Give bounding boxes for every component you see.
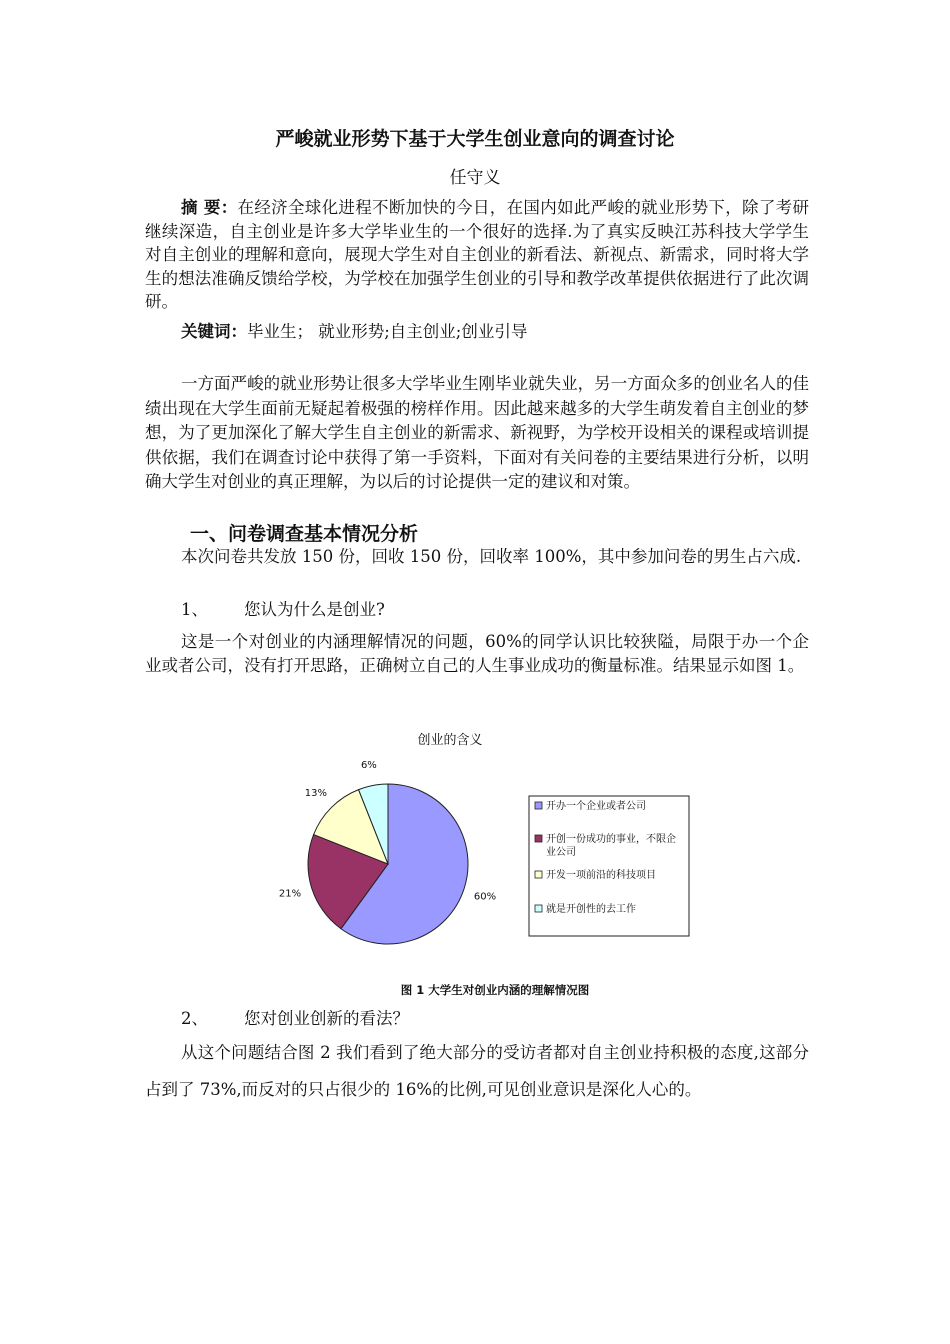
- pie-slices: [308, 784, 468, 944]
- legend-label-4: 就是开创性的去工作: [546, 904, 636, 915]
- legend-swatch-2: [535, 835, 542, 842]
- question-2-text: 您对创业创新的看法？: [244, 1009, 409, 1028]
- legend-label-3: 开发一项前沿的科技项目: [546, 870, 656, 881]
- pie-label-4: 6%: [360, 759, 377, 771]
- author-name: 任守义: [449, 168, 501, 188]
- paper-title: 严峻就业形势下基于大学生创业意向的调查讨论: [275, 128, 675, 150]
- survey-paragraph: 本次问卷共发放 150 份，回收 150 份，回收率 100%，其中参加问卷的男生占六成.: [181, 547, 802, 566]
- legend-swatch-1: [535, 802, 542, 809]
- section-heading-1: 一、问卷调查基本情况分析: [190, 523, 419, 545]
- keywords-text: 毕业生； 就业形势;自主创业;创业引导: [247, 322, 528, 341]
- pie-chart: [270, 725, 710, 970]
- question-2-paragraph: 从这个问题结合图 2 我们看到了绝大部分的受访者都对自主创业持积极的态度,这部分占到了 73%,而反对的只占很少的 16%的比例,可见创业意识是深化人心的。: [145, 1043, 809, 1099]
- pie-label-3: 13%: [304, 787, 327, 799]
- keywords-line: [145, 320, 809, 344]
- keywords-label: 关键词：: [181, 322, 247, 341]
- question-2-number: 2、: [181, 1009, 208, 1028]
- question-1-text: 您认为什么是创业?: [244, 600, 385, 619]
- question-2: [181, 1005, 409, 1029]
- legend-label-1: 开办一个企业或者公司: [546, 801, 646, 812]
- abstract-paragraph: [145, 196, 809, 314]
- figure-1-caption: 图 1 大学生对创业内涵的理解情况图: [400, 983, 590, 997]
- question-1: [181, 596, 385, 620]
- intro-paragraph: 一方面严峻的就业形势让很多大学毕业生刚毕业就失业，另一方面众多的创业名人的佳绩出现在大学生面前无疑起着极强的榜样作用。因此越来越多的大学生萌发着自主创业的梦想，为了更加深化了解大学生自主创业的新需求、新视野，为学校开设相关的课程或培训提供依据，我们在调查讨论中获得了第一手资料，下面对有关问卷的主要结果进行分析，以明确大学生对创业的真正理解，为以后的讨论提供一定的建议和对策。: [145, 374, 809, 491]
- question-1-paragraph: 这是一个对创业的内涵理解情况的问题，60%的同学认识比较狭隘，局限于办一个企业或者公司，没有打开思路，正确树立自己的人生事业成功的衡量标准。结果显示如图 1。: [145, 632, 809, 675]
- pie-label-1: 60%: [473, 891, 497, 903]
- legend-label-2: 开创一份成功的事业，不限企业公司: [546, 834, 676, 858]
- legend-swatch-4: [535, 905, 542, 912]
- legend-swatch-3: [535, 871, 542, 878]
- abstract-label: 摘 要：: [181, 198, 238, 217]
- pie-label-2: 21%: [278, 888, 302, 900]
- abstract-text: 在经济全球化进程不断加快的今日，在国内如此严峻的就业形势下，除了考研继续深造，自主创业是许多大学毕业生的一个很好的选择.为了真实反映江苏科技大学学生对自主创业的理解和意向，展现大学生对自主创业的新看法、新视点、新需求，同时将大学生的想法准确反馈给学校，为学校在加强学生创业的引导和教学改革提供依据进行了此次调研。: [145, 198, 809, 311]
- question-1-number: 1、: [181, 600, 208, 619]
- legend-box: [529, 796, 689, 936]
- chart-title: 创业的含义: [417, 733, 483, 748]
